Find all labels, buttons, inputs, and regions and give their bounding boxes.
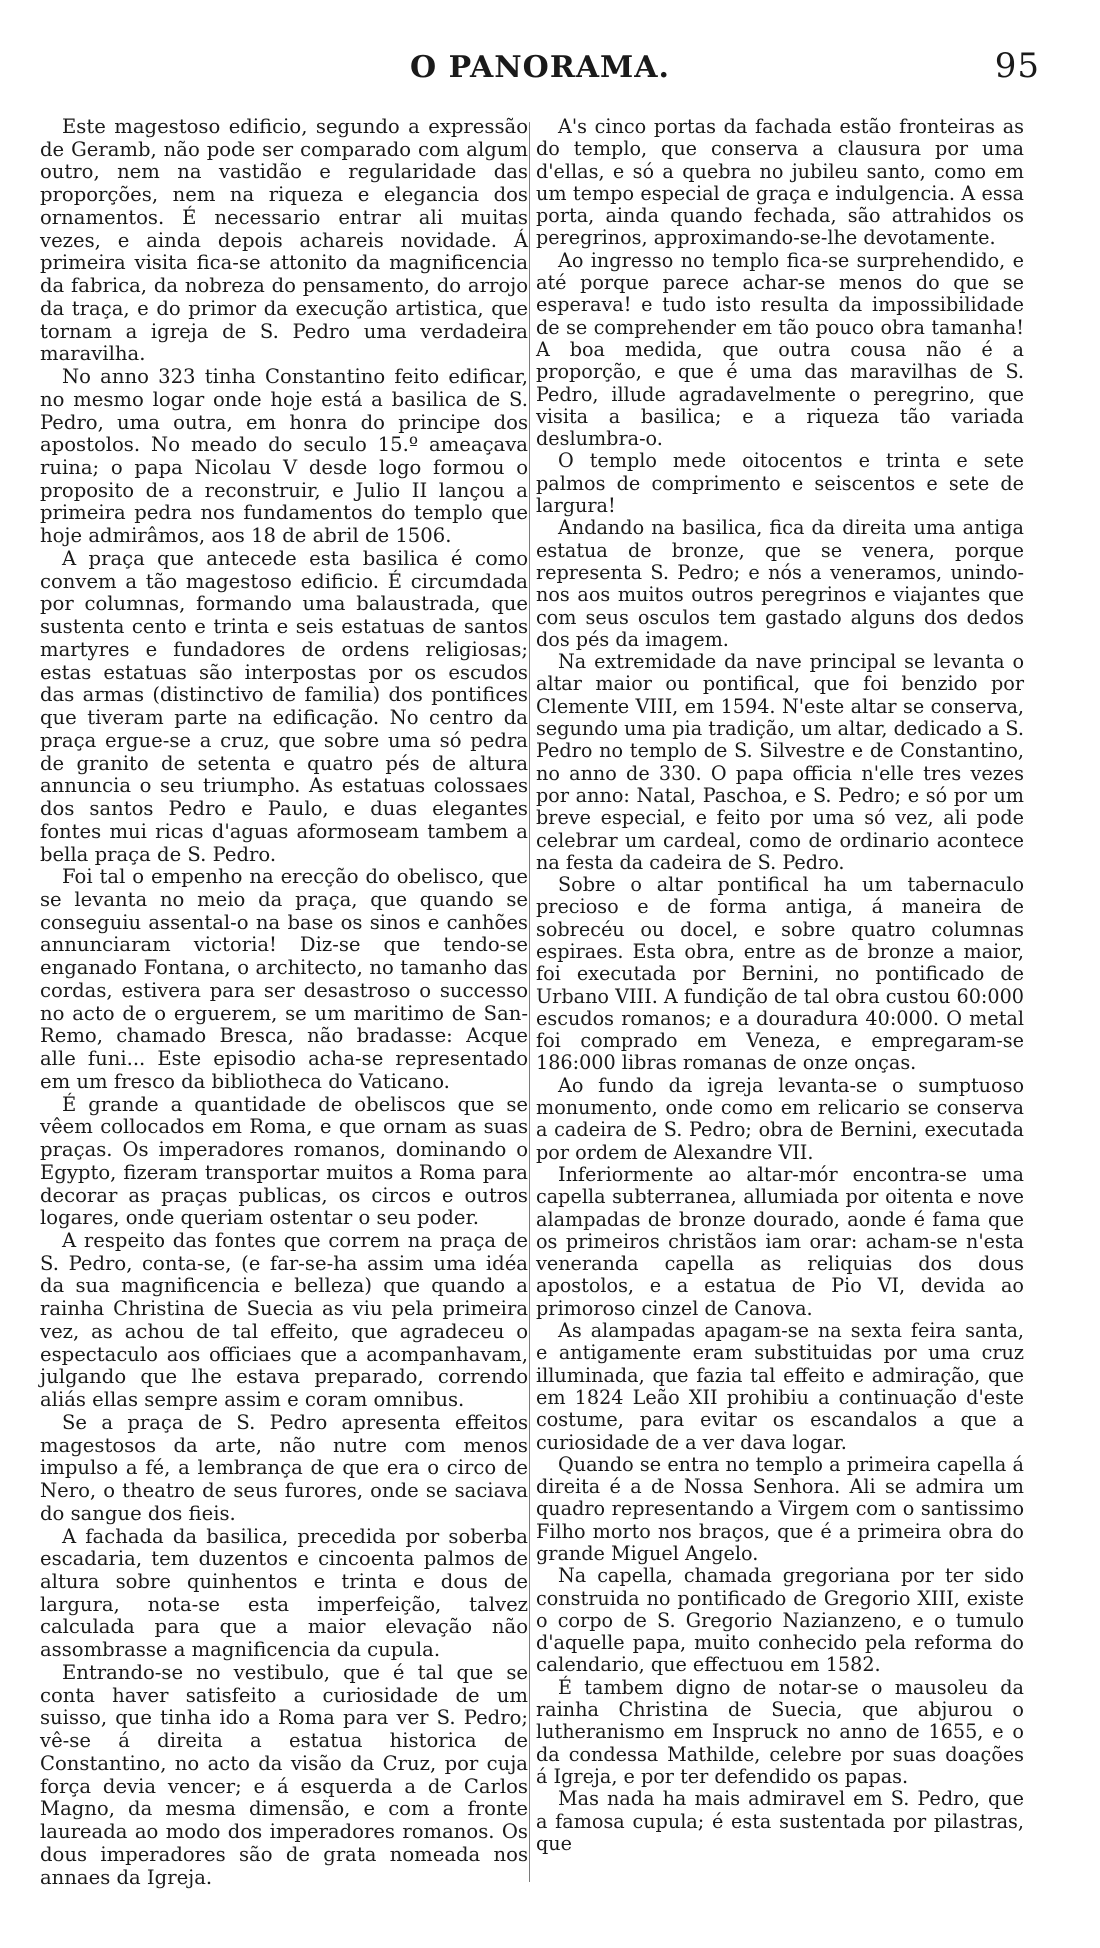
paragraph: As alampadas apagam-se na sexta feira santa, e antigamente eram substituidas por uma cruz illuminada, que fazia tal effeito e admiração, que em 1824 Leão XII prohibiu a continuação d'este costume, para evitar os escandalos a que a curiosidade de a ver dava logar. (536, 1319, 1024, 1454)
paragraph: A's cinco portas da fachada estão fronteiras as do templo, que conserva a clausura por uma d'ellas, e só a quebra no jubileu santo, como em um tempo especial de graça e indulgencia. A essa porta, ainda quando fechada, são attrahidos os peregrinos, approximando-se-lhe devotamente. (536, 115, 1024, 250)
paragraph: Ao ingresso no templo fica-se surprehendido, e até porque parece achar-se menos do que se esperava! e tudo isto resulta da impossibilidade de se comprehender em tão pouco obra tamanha! A boa medida, que outra cousa não é a proporção, e que é uma das maravilhas de S. Pedro, illude agradavelmente o peregrino, que visita a basilica; e a riqueza tão variada deslumbra-o. (536, 248, 1024, 451)
paragraph: Andando na basilica, fica da direita uma antiga estatua de bronze, que se venera, porque representa S. Pedro; e nós a veneramos, unindo-nos aos muitos outros peregrinos e viajantes que com seus osculos tem gastado alguns dos dedos dos pés da imagem. (536, 516, 1024, 651)
paragraph: Foi tal o empenho na erecção do obelisco, que se levanta no meio da praça, que quando se conseguiu assental-o na base os sinos e canhões annunciaram victoria! Diz-se que tendo-se enganado Fontana, o architecto, no tamanho das cordas, estivera para ser desastroso o successo no acto de o erguerem, se um maritimo de San-Remo, chamado Bresca, não bradasse: Acque alle funi... Este episodio acha-se representado em um fresco da bibliotheca do Vaticano. (40, 865, 528, 1093)
paragraph: Este magestoso edificio, segundo a expressão de Geramb, não pode ser comparado com algum outro, nem na vastidão e regularidade das proporções, nem na riqueza e elegancia dos ornamentos. É necessario entrar ali muitas vezes, e ainda depois achareis novidade. Á primeira visita fica-se attonito da magnificencia da fabrica, da nobreza do pensamento, do arrojo da traça, e do primor da execução artistica, que tornam a igreja de S. Pedro uma verdadeira maravilha. (40, 115, 528, 366)
paragraph: Na extremidade da nave principal se levanta o altar maior ou pontifical, que foi benzido por Clemente VIII, em 1594. N'este altar se conserva, segundo uma pia tradição, um altar, dedicado a S. Pedro no templo de S. Silvestre e de Constantino, no anno de 330. O papa officia n'elle tres vezes por anno: Natal, Paschoa, e S. Pedro; e só por um breve especial, e feito por uma só vez, ali pode celebrar um cardeal, como de ordinario acontece na festa da cadeira de S. Pedro. (536, 650, 1024, 874)
right-column (536, 116, 1024, 1855)
page-title: O PANORAMA. (410, 50, 670, 85)
paragraph: É grande a quantidade de obeliscos que se vêem collocados em Roma, e que ornam as suas praças. Os imperadores romanos, dominando o Egypto, fizeram transportar muitos a Roma para decorar as praças publicas, os circos e outros logares, onde queriam ostentar o seu poder. (40, 1092, 528, 1230)
paragraph: A fachada da basilica, precedida por soberba escadaria, tem duzentos e cincoenta palmos de altura sobre quinhentos e trinta e dous de largura, nota-se esta imperfeição, talvez calculada para que a maior elevação não assombrasse a magnificencia da cupula. (40, 1524, 528, 1662)
paragraph: O templo mede oitocentos e trinta e sete palmos de comprimento e seiscentos e sete de largura! (536, 449, 1024, 518)
paragraph: Entrando-se no vestibulo, que é tal que se conta haver satisfeito a curiosidade de um suisso, que tinha ido a Roma para ver S. Pedro; vê-se á direita a estatua historica de Constantino, no acto da visão da Cruz, por cuja força devia vencer; e á esquerda a de Carlos Magno, da mesma dimensão, e com a fronte laureada ao modo dos imperadores romanos. Os dous imperadores são de grata nomeada nos annaes da Igreja. (40, 1660, 528, 1889)
paragraph: Quando se entra no templo a primeira capella á direita é a de Nossa Senhora. Ali se admira um quadro representando a Virgem com o santissimo Filho morto nos braços, que é a primeira obra do grande Miguel Angelo. (536, 1452, 1024, 1565)
paragraph: A respeito das fontes que correm na praça de S. Pedro, conta-se, (e far-se-ha assim uma idéa da sua magnificencia e belleza) que quando a rainha Christina de Suecia as viu pela primeira vez, as achou de tal effeito, que agradeceu o espectaculo aos officiaes que a acompanhavam, julgando que lhe estava preparado, correndo aliás ellas sempre assim e coram omnibus. (40, 1228, 528, 1412)
left-column (40, 116, 528, 1889)
page-header (40, 40, 1040, 100)
column-divider (529, 122, 530, 1882)
paragraph: Ao fundo da igreja levanta-se o sumptuoso monumento, onde como em relicario se conserva a cadeira de S. Pedro; obra de Bernini, executada por ordem de Alexandre VII. (536, 1073, 1024, 1164)
page-number: 95 (994, 46, 1040, 86)
paragraph: Na capella, chamada gregoriana por ter sido construida no pontificado de Gregorio XIII, existe o corpo de S. Gregorio Nazianzeno, e o tumulo d'aquelle papa, muito conhecido pela reforma do calendario, que effectuou em 1582. (536, 1564, 1024, 1677)
paragraph: É tambem digno de notar-se o mausoleu da rainha Christina de Suecia, que abjurou o lutheranismo em Inspruck no anno de 1655, e o da condessa Mathilde, celebre por suas doações á Igreja, e por ter defendido os papas. (536, 1675, 1024, 1788)
paragraph: No anno 323 tinha Constantino feito edificar, no mesmo logar onde hoje está a basilica de S. Pedro, uma outra, em honra do principe dos apostolos. No meado do seculo 15.º ameaçava ruina; o papa Nicolau V desde logo formou o proposito de a reconstruir, e Julio II lançou a primeira pedra nos fundamentos do templo que hoje admirâmos, aos 18 de abril de 1506. (40, 365, 528, 548)
paragraph: Se a praça de S. Pedro apresenta effeitos magestosos da arte, não nutre com menos impulso a fé, a lembrança de que era o circo de Nero, o theatro de seus furores, onde se saciava do sangue dos fieis. (40, 1410, 528, 1525)
paragraph: Sobre o altar pontifical ha um tabernaculo precioso e de forma antiga, á maneira de sobrecéu ou docel, e sobre quatro columnas espiraes. Esta obra, entre as de bronze a maior, foi executada por Bernini, no pontificado de Urbano VIII. A fundição de tal obra custou 60:000 escudos romanos; e a douradura 40:000. O metal foi comprado em Veneza, e empregaram-se 186:000 libras romanas de onze onças. (536, 873, 1024, 1075)
paragraph: Mas nada ha mais admiravel em S. Pedro, que a famosa cupula; é esta sustentada por pilastras, que (536, 1787, 1024, 1855)
paragraph: A praça que antecede esta basilica é como convem a tão magestoso edificio. É circumdada por columnas, formando uma balaustrada, que sustenta cento e trinta e seis estatuas de santos martyres e fundadores de ordens religiosas; estas estatuas são interpostas por os escudos das armas (distinctivo de familia) dos pontifices que tiveram parte na edificação. No centro da praça ergue-se a cruz, que sobre uma só pedra de granito de setenta e quatro pés de altura annuncia o seu triumpho. As estatuas colossaes dos santos Pedro e Paulo, e duas elegantes fontes mui ricas d'aguas aformoseam tambem a bella praça de S. Pedro. (40, 546, 528, 866)
paragraph: Inferiormente ao altar-mór encontra-se uma capella subterranea, allumiada por oitenta e nove alampadas de bronze dourado, aonde é fama que os primeiros christãos iam orar: acham-se n'esta veneranda capella as reliquias dos dous apostolos, e a estatua de Pio VI, devida ao primoroso cinzel de Canova. (536, 1162, 1024, 1320)
